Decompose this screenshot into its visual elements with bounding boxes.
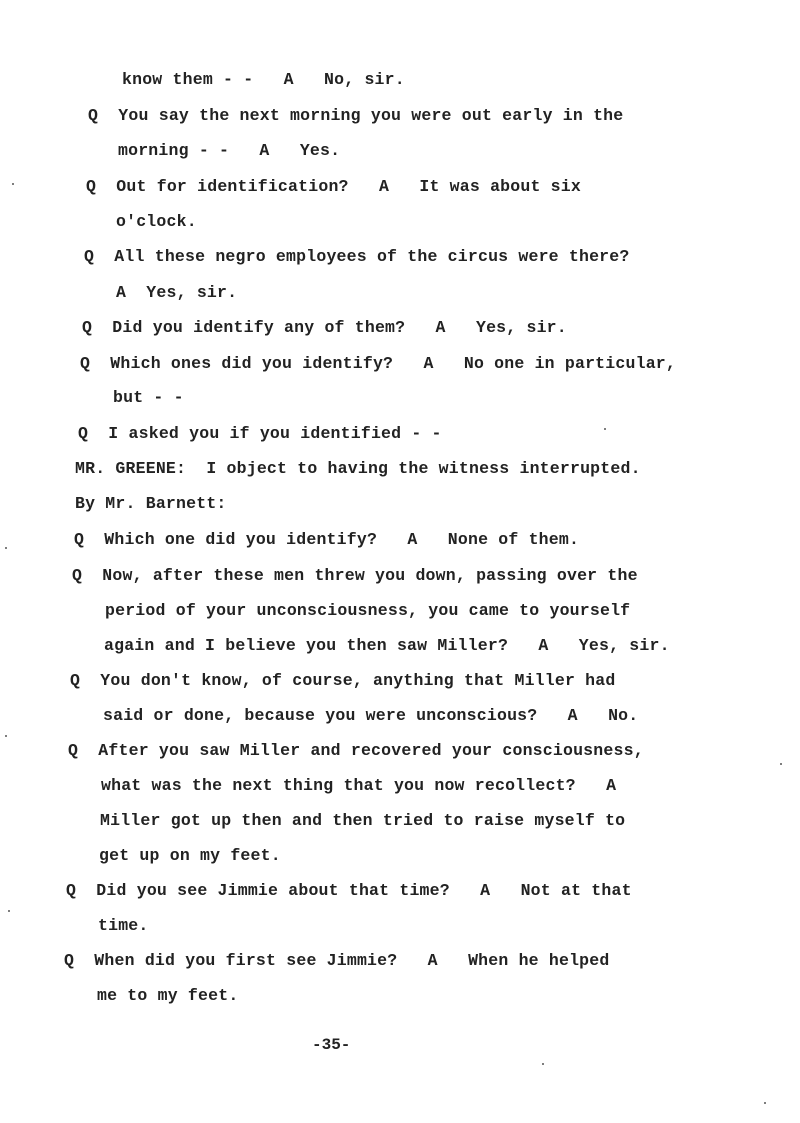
scan-speck [542, 1063, 544, 1065]
transcript-line: o'clock. [116, 212, 197, 231]
transcript-line: know them - - A No, sir. [122, 70, 405, 89]
transcript-line: Q After you saw Miller and recovered your consciousness, [68, 741, 644, 760]
transcript-line: morning - - A Yes. [118, 141, 341, 160]
transcript-line: but - - [113, 388, 184, 407]
objection-line: MR. GREENE: I object to having the witness interrupted. [75, 459, 641, 478]
scan-speck [5, 547, 7, 549]
transcript-line: what was the next thing that you now recollect? A [101, 776, 617, 795]
scan-speck [604, 428, 606, 430]
transcript-line: get up on my feet. [99, 846, 281, 865]
transcript-line: said or done, because you were unconscious? A No. [103, 706, 639, 725]
transcript-line: time. [98, 916, 149, 935]
page-number: -35- [312, 1036, 351, 1054]
transcript-line: Q All these negro employees of the circus were there? [84, 247, 630, 266]
transcript-line: Q I asked you if you identified - - [78, 424, 442, 443]
transcript-line: Q When did you first see Jimmie? A When he helped [64, 951, 610, 970]
transcript-line: again and I believe you then saw Miller? A Yes, sir. [104, 636, 670, 655]
scan-speck [780, 763, 782, 765]
transcript-line: me to my feet. [97, 986, 239, 1005]
scan-speck [12, 183, 14, 185]
scan-speck [8, 910, 10, 912]
transcript-line: period of your unconsciousness, you came to yourself [105, 601, 631, 620]
scan-speck [764, 1102, 766, 1104]
transcript-line: Q You don't know, of course, anything that Miller had [70, 671, 616, 690]
transcript-line: Q Now, after these men threw you down, passing over the [72, 566, 638, 585]
transcript-line: A Yes, sir. [116, 283, 238, 302]
transcript-line: Miller got up then and then tried to raise myself to [100, 811, 626, 830]
transcript-line: Q Which one did you identify? A None of them. [74, 530, 580, 549]
transcript-line: Q Did you see Jimmie about that time? A Not at that [66, 881, 632, 900]
transcript-line: Q Which ones did you identify? A No one in particular, [80, 354, 676, 373]
transcript-line: Q Out for identification? A It was about six [86, 177, 581, 196]
scan-speck [5, 735, 7, 737]
examiner-line: By Mr. Barnett: [75, 494, 227, 513]
transcript-line: Q You say the next morning you were out early in the [88, 106, 624, 125]
transcript-line: Q Did you identify any of them? A Yes, sir. [82, 318, 567, 337]
